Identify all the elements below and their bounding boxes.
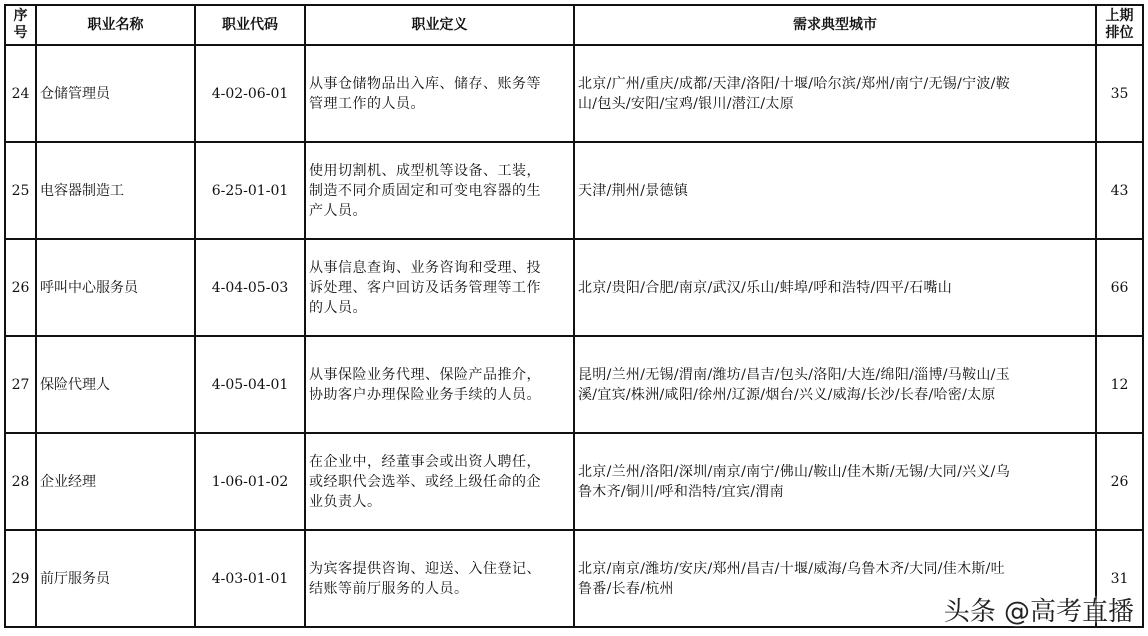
header-name: 职业名称 xyxy=(36,5,195,45)
header-row xyxy=(5,5,1143,45)
definition-line: 管理工作的人员。 xyxy=(309,95,425,112)
cell-definition xyxy=(305,45,574,142)
definition-line: 从事仓储物品出入库、储存、账务等 xyxy=(309,75,541,92)
definition-line: 使用切割机、成型机等设备、工装， xyxy=(309,162,541,179)
cities-line: 北京/广州/重庆/成都/天津/洛阳/十堰/哈尔滨/郑州/南宁/无锡/宁波/鞍 xyxy=(578,75,1010,92)
cell-code: 4-03-01-01 xyxy=(195,530,305,627)
cities-line: 鲁木齐/铜川/呼和浩特/宜宾/渭南 xyxy=(578,483,784,500)
header-code: 职业代码 xyxy=(195,5,305,45)
header-prev-rank: 上期排位 xyxy=(1096,5,1143,45)
definition-line: 从事保险业务代理、保险产品推介， xyxy=(309,366,541,383)
cell-definition xyxy=(305,433,574,530)
cell-definition xyxy=(305,239,574,336)
cell-code: 6-25-01-01 xyxy=(195,142,305,239)
cell-code: 4-02-06-01 xyxy=(195,45,305,142)
cell-name: 保险代理人 xyxy=(36,336,195,433)
definition-line: 结账等前厅服务的人员。 xyxy=(309,580,469,597)
table-row xyxy=(5,433,1143,530)
cell-definition xyxy=(305,336,574,433)
cities-line: 昆明/兰州/无锡/渭南/潍坊/昌吉/包头/洛阳/大连/绵阳/淄博/马鞍山/玉 xyxy=(578,366,1010,383)
cell-name: 仓储管理员 xyxy=(36,45,195,142)
definition-line: 协助客户办理保险业务手续的人员。 xyxy=(309,386,541,403)
cities-line: 天津/荆州/景德镇 xyxy=(578,182,689,199)
definition-line: 诉处理、客户回访及话务管理等工作 xyxy=(309,279,541,296)
cell-cities xyxy=(574,142,1096,239)
cell-prev-rank: 66 xyxy=(1096,239,1143,336)
cell-name: 前厅服务员 xyxy=(36,530,195,627)
cell-name: 电容器制造工 xyxy=(36,142,195,239)
watermark: 头条 @高考直播 xyxy=(943,597,1134,627)
cell-seq: 29 xyxy=(5,530,36,627)
cell-seq: 24 xyxy=(5,45,36,142)
table-row xyxy=(5,336,1143,433)
cell-cities xyxy=(574,239,1096,336)
cities-line: 山/包头/安阳/宝鸡/银川/潜江/太原 xyxy=(578,95,794,112)
header-cities: 需求典型城市 xyxy=(574,5,1096,45)
cell-seq: 27 xyxy=(5,336,36,433)
cell-cities xyxy=(574,336,1096,433)
definition-line: 在企业中，经董事会或出资人聘任， xyxy=(309,453,541,470)
definition-line: 或经职代会选举、或经上级任命的企 xyxy=(309,473,541,490)
cell-seq: 26 xyxy=(5,239,36,336)
cities-line: 鲁番/长春/杭州 xyxy=(578,580,674,597)
cell-cities xyxy=(574,45,1096,142)
definition-line: 制造不同介质固定和可变电容器的生 xyxy=(309,182,541,199)
cell-name: 企业经理 xyxy=(36,433,195,530)
definition-line: 从事信息查询、业务咨询和受理、投 xyxy=(309,259,541,276)
cell-code: 4-04-05-03 xyxy=(195,239,305,336)
cell-definition xyxy=(305,142,574,239)
cell-prev-rank: 43 xyxy=(1096,142,1143,239)
cities-line: 北京/兰州/洛阳/深圳/南京/南宁/佛山/鞍山/佳木斯/无锡/大同/兴义/乌 xyxy=(578,463,1010,480)
occupation-table xyxy=(4,4,1144,628)
definition-line: 业负责人。 xyxy=(309,493,382,510)
cell-definition xyxy=(305,530,574,627)
cities-line: 北京/贵阳/合肥/南京/武汉/乐山/蚌埠/呼和浩特/四平/石嘴山 xyxy=(578,279,953,296)
definition-line: 为宾客提供咨询、迎送、入住登记、 xyxy=(309,560,541,577)
table-row xyxy=(5,239,1143,336)
cell-seq: 28 xyxy=(5,433,36,530)
definition-line: 产人员。 xyxy=(309,202,367,219)
cell-prev-rank: 31 xyxy=(1096,530,1143,627)
cities-line: 北京/南京/潍坊/安庆/郑州/昌吉/十堰/威海/乌鲁木齐/大同/佳木斯/吐 xyxy=(578,560,1005,577)
cell-code: 4-05-04-01 xyxy=(195,336,305,433)
cell-name: 呼叫中心服务员 xyxy=(36,239,195,336)
cell-seq: 25 xyxy=(5,142,36,239)
header-definition: 职业定义 xyxy=(305,5,574,45)
cell-cities xyxy=(574,433,1096,530)
definition-line: 的人员。 xyxy=(309,299,367,316)
cell-prev-rank: 35 xyxy=(1096,45,1143,142)
cell-prev-rank: 26 xyxy=(1096,433,1143,530)
table-row xyxy=(5,142,1143,239)
cell-prev-rank: 12 xyxy=(1096,336,1143,433)
cities-line: 溪/宜宾/株洲/咸阳/徐州/辽源/烟台/兴义/威海/长沙/长春/哈密/太原 xyxy=(578,386,996,403)
cell-code: 1-06-01-02 xyxy=(195,433,305,530)
header-seq: 序号 xyxy=(5,5,36,45)
table-row xyxy=(5,45,1143,142)
